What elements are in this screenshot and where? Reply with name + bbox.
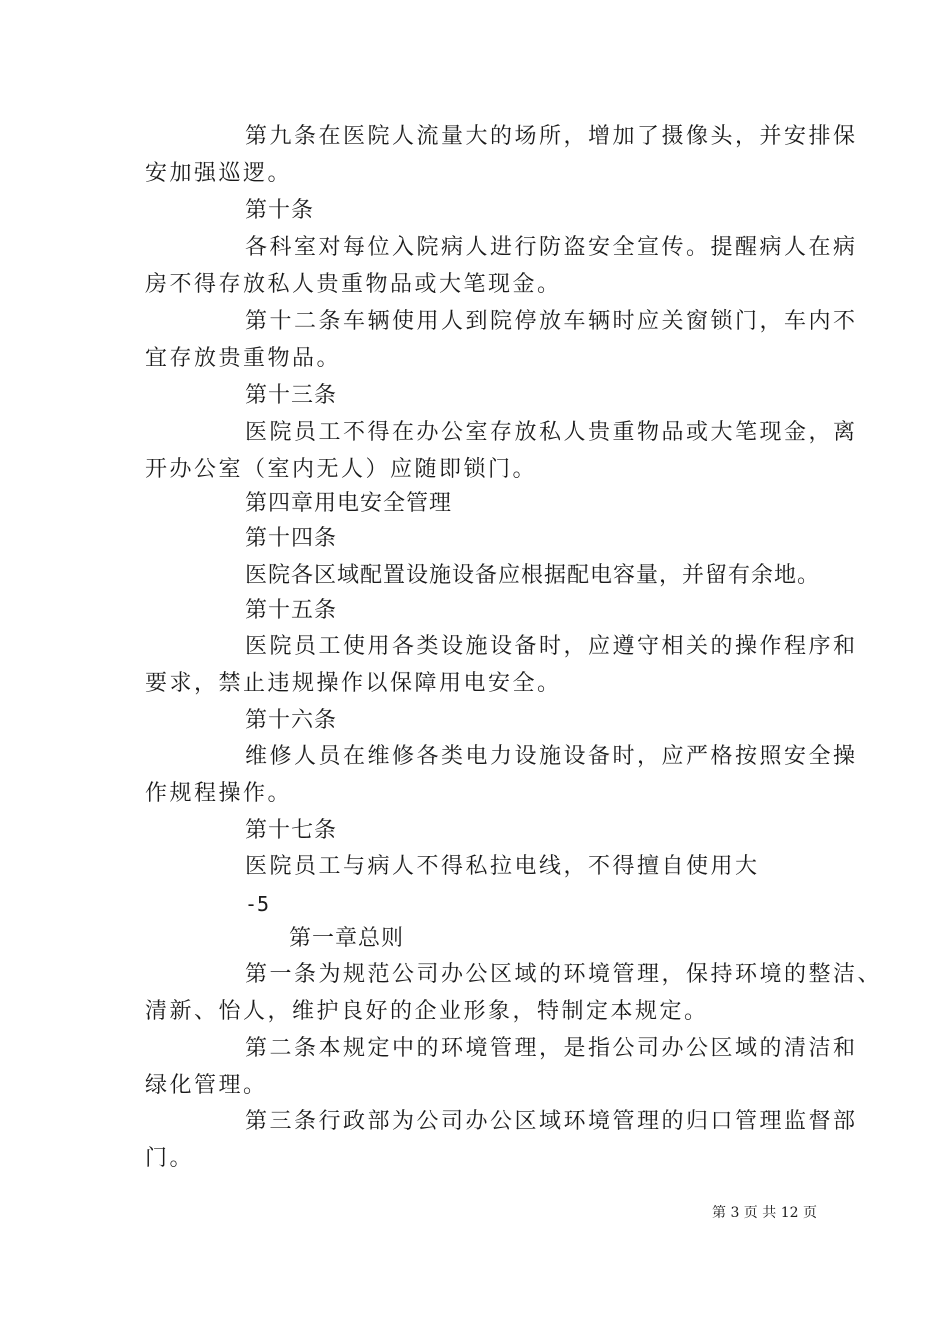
text-line-article-1: 第一条为规范公司办公区域的环境管理，保持环境的整洁、 (245, 962, 883, 987)
article-heading-13: 第十三条 (245, 383, 338, 408)
article-heading-17: 第十七条 (245, 818, 338, 843)
text-line: 维修人员在维修各类电力设施设备时，应严格按照安全操 (245, 744, 858, 769)
text-line: 医院各区域配置设施设备应根据配电容量，并留有余地。 (245, 563, 821, 588)
text-line: 医院员工使用各类设施设备时，应遵守相关的操作程序和 (245, 634, 858, 659)
text-line: 清新、怡人，维护良好的企业形象，特制定本规定。 (145, 999, 709, 1024)
chapter-heading-1: 第一章总则 (289, 926, 405, 951)
article-heading-10: 第十条 (245, 198, 315, 223)
article-heading-15: 第十五条 (245, 598, 338, 623)
page-fragment-number: -5 (245, 892, 270, 916)
page-number-footer: 第 3 页 共 12 页 (712, 1205, 817, 1221)
text-line: 门。 (145, 1146, 195, 1171)
text-line: 要求，禁止违规操作以保障用电安全。 (145, 671, 562, 696)
text-line: 安加强巡逻。 (145, 161, 293, 186)
text-line-article-3: 第三条行政部为公司办公区域环境管理的归口管理监督部 (245, 1109, 858, 1134)
article-heading-16: 第十六条 (245, 708, 338, 733)
text-line: 绿化管理。 (145, 1073, 268, 1098)
article-heading-14: 第十四条 (245, 526, 338, 551)
text-line: 房不得存放私人贵重物品或大笔现金。 (145, 272, 562, 297)
text-line: 开办公室（室内无人）应随即锁门。 (145, 457, 538, 482)
text-line: 各科室对每位入院病人进行防盗安全宣传。提醒病人在病 (245, 235, 858, 260)
text-line-article-2: 第二条本规定中的环境管理，是指公司办公区域的清洁和 (245, 1036, 858, 1061)
text-line-article-12: 第十二条车辆使用人到院停放车辆时应关窗锁门，车内不 (245, 309, 858, 334)
text-line-article-9: 第九条在医院人流量大的场所，增加了摄像头，并安排保 (245, 124, 858, 149)
text-line: 医院员工与病人不得私拉电线，不得擅自使用大 (245, 854, 760, 879)
text-line: 作规程操作。 (145, 781, 293, 806)
text-line: 医院员工不得在办公室存放私人贵重物品或大笔现金，离 (245, 420, 858, 445)
text-line: 宜存放贵重物品。 (145, 346, 342, 371)
chapter-heading-4: 第四章用电安全管理 (245, 491, 453, 516)
